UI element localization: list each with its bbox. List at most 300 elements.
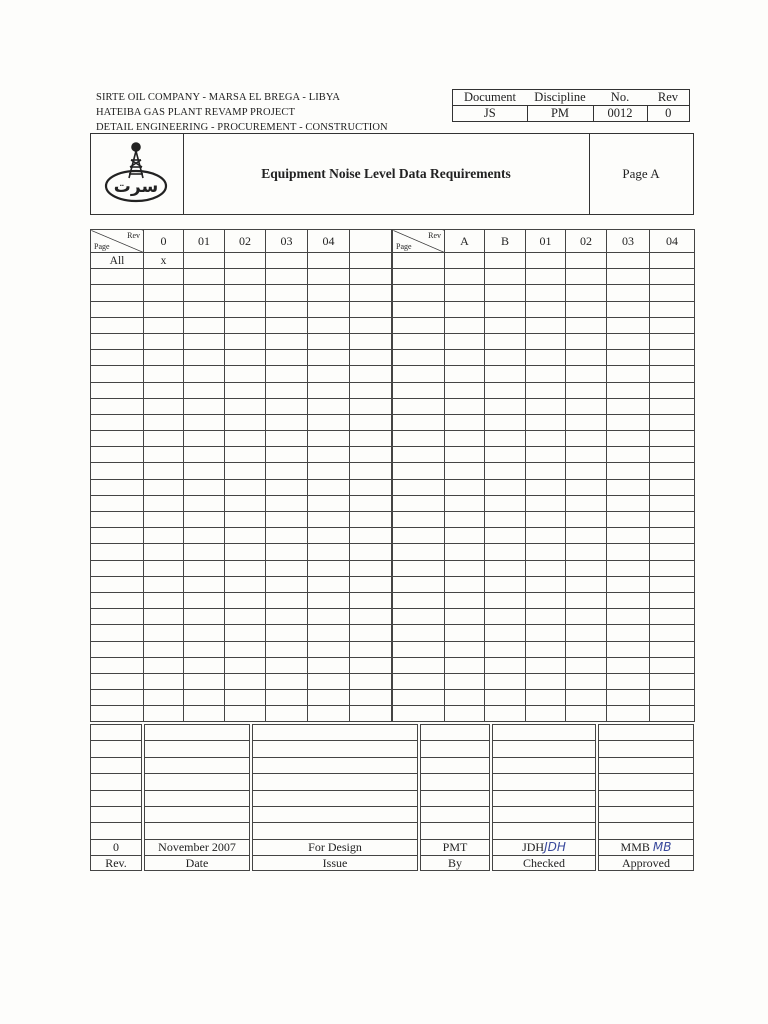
grid-cell (144, 414, 184, 430)
grid-cell (650, 463, 695, 479)
grid-row (91, 592, 392, 608)
grid-cell (526, 544, 566, 560)
company-header (96, 90, 388, 135)
grid-row (393, 382, 695, 398)
grid-cell (266, 414, 308, 430)
grid-cell (566, 301, 607, 317)
grid-cell (350, 431, 392, 447)
grid-cell (485, 253, 526, 269)
grid-cell (266, 253, 308, 269)
grid-cell (650, 641, 695, 657)
grid-cell (566, 625, 607, 641)
grid-cell (91, 641, 144, 657)
grid-cell (393, 382, 445, 398)
grid-cell (526, 366, 566, 382)
grid-cell (91, 414, 144, 430)
company-line-2: HATEIBA GAS PLANT REVAMP PROJECT (96, 107, 296, 118)
grid-cell (184, 269, 225, 285)
grid-cell (225, 431, 266, 447)
grid-row (393, 625, 695, 641)
grid-cell (225, 690, 266, 706)
grid-row (393, 706, 695, 722)
grid-cell (650, 301, 695, 317)
grid-cell (607, 447, 650, 463)
grid-row (393, 269, 695, 285)
grid-cell (308, 269, 350, 285)
grid-cell (144, 301, 184, 317)
grid-cell (144, 560, 184, 576)
grid-cell (266, 706, 308, 722)
grid-cell (91, 350, 144, 366)
grid-cell (225, 512, 266, 528)
grid-cell (566, 479, 607, 495)
grid-cell (393, 592, 445, 608)
grid-cell (607, 690, 650, 706)
grid-corner-rev-page (393, 230, 445, 253)
grid-cell (350, 609, 392, 625)
grid-cell (566, 544, 607, 560)
grid-row (91, 641, 392, 657)
grid-cell (445, 333, 485, 349)
grid-cell (607, 512, 650, 528)
grid-cell (607, 431, 650, 447)
grid-cell (485, 641, 526, 657)
grid-cell (91, 706, 144, 722)
grid-cell (526, 609, 566, 625)
grid-cell (566, 560, 607, 576)
by-column (420, 724, 490, 872)
grid-row (393, 317, 695, 333)
grid-cell (91, 431, 144, 447)
grid-cell (445, 528, 485, 544)
grid-cell (393, 253, 445, 269)
grid-cell (445, 366, 485, 382)
grid-cell (393, 609, 445, 625)
grid-cell (445, 285, 485, 301)
grid-cell (91, 560, 144, 576)
grid-cell (266, 528, 308, 544)
grid-cell (485, 414, 526, 430)
grid-cell (144, 673, 184, 689)
rev-value: 0 (90, 839, 142, 855)
grid-cell (225, 463, 266, 479)
grid-cell (607, 528, 650, 544)
grid-cell (485, 673, 526, 689)
grid-cell (225, 398, 266, 414)
grid-cell (566, 512, 607, 528)
grid-row (393, 350, 695, 366)
grid-row (91, 285, 392, 301)
grid-cell (225, 479, 266, 495)
grid-cell (485, 592, 526, 608)
issue-label: Issue (252, 855, 418, 871)
grid-cell (308, 317, 350, 333)
grid-row (91, 463, 392, 479)
grid-cell (144, 333, 184, 349)
grid-cell (650, 253, 695, 269)
grid-cell (445, 382, 485, 398)
grid-cell (566, 528, 607, 544)
grid-row (393, 414, 695, 430)
grid-cell (485, 657, 526, 673)
grid-cell (566, 447, 607, 463)
grid-cell (184, 333, 225, 349)
grid-cell (184, 479, 225, 495)
grid-cell (650, 625, 695, 641)
grid-cell (144, 269, 184, 285)
grid-cell (607, 592, 650, 608)
grid-column-header: 03 (266, 230, 308, 253)
grid-cell (350, 317, 392, 333)
grid-column-header: 04 (650, 230, 695, 253)
grid-cell (225, 576, 266, 592)
grid-cell (607, 301, 650, 317)
oil-derrick-logo-icon (91, 134, 183, 214)
grid-cell (607, 350, 650, 366)
grid-cell (485, 333, 526, 349)
grid-cell (485, 576, 526, 592)
grid-row (91, 544, 392, 560)
grid-cell (91, 366, 144, 382)
grid-cell (607, 414, 650, 430)
grid-cell (445, 576, 485, 592)
company-line-1: SIRTE OIL COMPANY - MARSA EL BREGA - LIBYA (96, 92, 341, 103)
grid-cell (225, 414, 266, 430)
grid-cell (350, 285, 392, 301)
grid-cell (266, 544, 308, 560)
grid-cell (308, 479, 350, 495)
grid-cell (650, 690, 695, 706)
grid-cell (485, 269, 526, 285)
grid-cell (650, 592, 695, 608)
logo-arabic-text: سرت (113, 177, 159, 197)
grid-cell (650, 447, 695, 463)
grid-cell (184, 382, 225, 398)
grid-cell (144, 479, 184, 495)
grid-cell (445, 301, 485, 317)
grid-cell (266, 625, 308, 641)
grid-cell (225, 673, 266, 689)
grid-cell (485, 447, 526, 463)
revision-grid-left (90, 229, 392, 722)
grid-cell (566, 366, 607, 382)
grid-cell (350, 479, 392, 495)
grid-cell (350, 512, 392, 528)
grid-cell (144, 690, 184, 706)
grid-cell (91, 479, 144, 495)
grid-cell (607, 269, 650, 285)
grid-cell (144, 576, 184, 592)
grid-cell (308, 706, 350, 722)
grid-cell (308, 285, 350, 301)
grid-cell (485, 625, 526, 641)
grid-cell (144, 398, 184, 414)
grid-cell (445, 431, 485, 447)
grid-cell (350, 592, 392, 608)
grid-cell (650, 495, 695, 511)
grid-cell (91, 269, 144, 285)
grid-cell (350, 706, 392, 722)
grid-cell (350, 269, 392, 285)
grid-cell (184, 544, 225, 560)
grid-row (91, 673, 392, 689)
grid-cell (144, 592, 184, 608)
grid-column-header: 02 (566, 230, 607, 253)
grid-cell (350, 447, 392, 463)
grid-cell (308, 609, 350, 625)
grid-cell (266, 447, 308, 463)
grid-cell (225, 641, 266, 657)
grid-cell (144, 609, 184, 625)
company-line-3: DETAIL ENGINEERING - PROCUREMENT - CONSTRUCTION (96, 122, 388, 133)
grid-row (393, 609, 695, 625)
grid-column-header: B (485, 230, 526, 253)
grid-cell (184, 447, 225, 463)
grid-row (91, 350, 392, 366)
checked-label: Checked (492, 855, 596, 871)
grid-cell (308, 641, 350, 657)
grid-cell (445, 447, 485, 463)
title-block (90, 133, 694, 215)
grid-cell (526, 673, 566, 689)
grid-cell (393, 690, 445, 706)
grid-row (393, 673, 695, 689)
grid-cell (526, 269, 566, 285)
grid-cell (485, 382, 526, 398)
grid-cell (91, 576, 144, 592)
grid-cell (184, 317, 225, 333)
grid-cell (526, 253, 566, 269)
grid-cell (184, 495, 225, 511)
grid-cell (485, 706, 526, 722)
corner-rev-label: Rev (127, 231, 140, 240)
grid-cell (308, 301, 350, 317)
grid-cell (485, 560, 526, 576)
grid-cell (566, 673, 607, 689)
grid-cell (225, 560, 266, 576)
grid-cell (485, 398, 526, 414)
grid-cell (650, 431, 695, 447)
grid-cell (526, 625, 566, 641)
grid-cell (91, 544, 144, 560)
grid-cell (393, 576, 445, 592)
grid-cell (225, 609, 266, 625)
grid-cell (184, 641, 225, 657)
grid-cell (225, 301, 266, 317)
grid-row (91, 706, 392, 722)
grid-cell (266, 463, 308, 479)
grid-cell (225, 317, 266, 333)
grid-cell (445, 253, 485, 269)
grid-cell (184, 414, 225, 430)
grid-cell (445, 544, 485, 560)
grid-cell (266, 269, 308, 285)
grid-cell (485, 544, 526, 560)
grid-cell (225, 350, 266, 366)
grid-cell (266, 301, 308, 317)
grid-cell (144, 463, 184, 479)
grid-cell (225, 253, 266, 269)
grid-cell (225, 544, 266, 560)
doc-value-discipline: PM (527, 106, 593, 122)
approved-value (598, 839, 694, 855)
grid-cell (566, 398, 607, 414)
grid-cell (393, 431, 445, 447)
grid-cell (393, 706, 445, 722)
grid-cell (566, 350, 607, 366)
grid-row (91, 609, 392, 625)
grid-cell (526, 398, 566, 414)
grid-cell (144, 625, 184, 641)
grid-cell (350, 463, 392, 479)
grid-row (393, 657, 695, 673)
grid-cell (393, 560, 445, 576)
grid-cell (607, 544, 650, 560)
grid-cell (526, 350, 566, 366)
grid-cell (445, 463, 485, 479)
grid-cell (266, 560, 308, 576)
grid-cell (144, 641, 184, 657)
checked-value (492, 839, 596, 855)
grid-cell (650, 706, 695, 722)
grid-cell (393, 269, 445, 285)
grid-row (393, 301, 695, 317)
grid-cell (91, 528, 144, 544)
grid-cell (225, 285, 266, 301)
grid-cell (566, 431, 607, 447)
grid-row (91, 366, 392, 382)
grid-cell (650, 560, 695, 576)
grid-cell (526, 463, 566, 479)
approved-by-name: MMB (620, 840, 650, 854)
grid-cell (607, 495, 650, 511)
grid-cell (144, 544, 184, 560)
grid-cell (526, 592, 566, 608)
grid-cell (308, 350, 350, 366)
grid-cell (266, 512, 308, 528)
revision-grid-right (392, 229, 695, 722)
grid-cell (225, 706, 266, 722)
grid-cell (266, 609, 308, 625)
grid-row (91, 560, 392, 576)
grid-cell (184, 609, 225, 625)
grid-row (91, 447, 392, 463)
grid-cell (393, 479, 445, 495)
grid-row (91, 253, 392, 269)
grid-cell (526, 512, 566, 528)
grid-cell (393, 317, 445, 333)
grid-cell (350, 673, 392, 689)
by-value: PMT (420, 839, 490, 855)
grid-cell (184, 528, 225, 544)
grid-row (393, 253, 695, 269)
grid-cell (350, 333, 392, 349)
grid-cell (650, 528, 695, 544)
grid-cell (526, 641, 566, 657)
grid-column-header: 02 (225, 230, 266, 253)
grid-cell (225, 382, 266, 398)
grid-cell (445, 350, 485, 366)
grid-cell (91, 285, 144, 301)
grid-cell (566, 657, 607, 673)
grid-cell (607, 317, 650, 333)
grid-row (393, 544, 695, 560)
revision-block (90, 724, 694, 872)
grid-cell (184, 398, 225, 414)
grid-row (393, 431, 695, 447)
grid-cell (184, 512, 225, 528)
grid-cell (485, 285, 526, 301)
grid-cell (225, 447, 266, 463)
grid-cell (607, 576, 650, 592)
document-info-box (452, 89, 690, 122)
grid-cell (485, 512, 526, 528)
grid-cell (184, 706, 225, 722)
grid-cell (607, 479, 650, 495)
grid-cell (485, 350, 526, 366)
grid-cell (566, 609, 607, 625)
grid-cell (308, 463, 350, 479)
grid-cell (445, 398, 485, 414)
grid-cell (393, 350, 445, 366)
grid-cell (225, 495, 266, 511)
grid-cell (266, 690, 308, 706)
grid-cell (393, 463, 445, 479)
grid-cell (225, 269, 266, 285)
rev-column (90, 724, 142, 872)
grid-cell (308, 382, 350, 398)
grid-cell (650, 269, 695, 285)
issue-value: For Design (252, 839, 418, 855)
grid-cell (485, 609, 526, 625)
grid-column-header: 04 (308, 230, 350, 253)
grid-cell (91, 673, 144, 689)
grid-cell (526, 528, 566, 544)
grid-cell (91, 609, 144, 625)
grid-row (91, 398, 392, 414)
grid-cell (184, 592, 225, 608)
grid-cell (650, 544, 695, 560)
grid-cell (566, 592, 607, 608)
grid-cell (184, 463, 225, 479)
grid-cell (144, 447, 184, 463)
grid-cell (266, 350, 308, 366)
grid-cell (393, 301, 445, 317)
doc-label-discipline: Discipline (534, 90, 586, 104)
grid-row (393, 641, 695, 657)
doc-label-no: No. (610, 90, 630, 104)
grid-cell (144, 512, 184, 528)
grid-cell (485, 479, 526, 495)
grid-cell (526, 560, 566, 576)
grid-cell (485, 317, 526, 333)
grid-cell (91, 495, 144, 511)
grid-cell (144, 431, 184, 447)
grid-cell (184, 673, 225, 689)
date-label: Date (144, 855, 250, 871)
grid-cell (607, 625, 650, 641)
grid-cell (91, 447, 144, 463)
grid-cell (184, 285, 225, 301)
grid-cell (184, 301, 225, 317)
grid-row (91, 431, 392, 447)
grid-cell (566, 285, 607, 301)
grid-row (393, 463, 695, 479)
grid-cell: All (91, 253, 144, 269)
grid-cell (566, 382, 607, 398)
grid-cell (308, 495, 350, 511)
grid-cell (308, 657, 350, 673)
